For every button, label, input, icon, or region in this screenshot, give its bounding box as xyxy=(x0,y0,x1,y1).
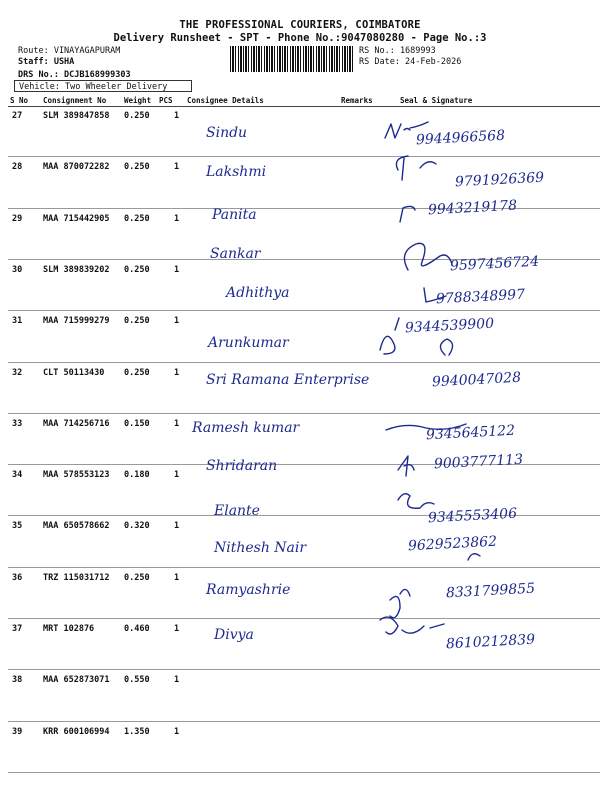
row-consignment-number: SLM 389839202 xyxy=(43,264,110,275)
vehicle-label: Vehicle: Two Wheeler Delivery xyxy=(14,80,192,92)
consignee-handwritten-name: Lakshmi xyxy=(206,164,267,180)
signature-stroke xyxy=(385,122,428,138)
rs-date: RS Date: 24-Feb-2026 xyxy=(359,57,462,67)
handwritten-phone-number: 9003777113 xyxy=(433,451,524,473)
row-pcs: 1 xyxy=(174,213,180,224)
signature-stroke xyxy=(380,617,444,634)
column-header-consignment: Consignment No xyxy=(43,96,107,105)
column-header-sno: S No xyxy=(10,96,29,105)
row-consignment-number: MAA 715999279 xyxy=(43,316,110,327)
row-pcs: 1 xyxy=(174,624,180,634)
row-pcs: 1 xyxy=(174,418,180,429)
drs-label: DRS No.: DCJB168999303 xyxy=(18,70,131,80)
handwritten-phone-number: 9940047028 xyxy=(431,369,522,391)
column-header-remarks: Remarks xyxy=(341,96,373,105)
row-sno: 27 xyxy=(12,111,23,121)
handwritten-phone-number: 9344539900 xyxy=(404,315,495,337)
row-weight: 0.250 xyxy=(124,111,150,121)
row-pcs: 1 xyxy=(174,470,180,481)
handwritten-phone-number: 9791926369 xyxy=(454,169,545,191)
row-consignment-number: MAA 578553123 xyxy=(43,470,110,481)
row-pcs: 1 xyxy=(174,572,180,583)
row-weight: 0.250 xyxy=(124,264,150,275)
signature-stroke xyxy=(398,456,414,476)
handwritten-phone-number: 9345553406 xyxy=(427,505,518,527)
handwritten-phone-number: 9788348997 xyxy=(435,286,526,308)
row-consignment-number: MAA 650578662 xyxy=(43,521,110,532)
column-header-seal: Seal & Signature xyxy=(400,96,473,105)
column-header-weight: Weight xyxy=(124,96,152,105)
company-title: THE PROFESSIONAL COURIERS, COIMBATORE xyxy=(179,19,421,31)
handwritten-phone-number: 9345645122 xyxy=(425,422,516,444)
row-pcs: 1 xyxy=(174,264,180,275)
consignee-handwritten-name: Divya xyxy=(214,627,254,643)
signature-stroke xyxy=(440,339,452,355)
row-sno: 31 xyxy=(12,316,23,327)
row-sno: 38 xyxy=(12,675,23,686)
row-sno: 39 xyxy=(12,726,23,737)
row-weight: 0.250 xyxy=(124,316,150,327)
signature-stroke xyxy=(386,424,466,430)
handwritten-phone-number: 9944966568 xyxy=(415,127,506,149)
consignee-handwritten-name: Panita xyxy=(212,207,257,223)
signature-stroke xyxy=(398,494,434,509)
handwritten-phone-number: 9629523862 xyxy=(407,533,498,555)
consignee-handwritten-name: Arunkumar xyxy=(208,335,289,351)
consignee-handwritten-name: Ramyashrie xyxy=(206,582,291,598)
row-consignment-number: MAA 715442905 xyxy=(43,213,110,224)
handwritten-phone-number: 9597456724 xyxy=(449,253,540,275)
consignee-handwritten-name: Elante xyxy=(214,503,260,519)
row-weight: 0.320 xyxy=(124,521,150,532)
signature-stroke xyxy=(396,156,436,180)
row-sno: 36 xyxy=(12,572,23,583)
row-pcs: 1 xyxy=(174,367,180,378)
row-sno: 37 xyxy=(12,624,23,634)
row-weight: 0.250 xyxy=(124,162,150,173)
consignee-handwritten-name: Sankar xyxy=(210,246,261,262)
row-weight: 0.460 xyxy=(124,624,150,634)
consignee-handwritten-name: Sri Ramana Enterprise xyxy=(206,372,370,388)
consignee-handwritten-name: Shridaran xyxy=(206,458,278,474)
consignee-handwritten-name: Ramesh kumar xyxy=(192,420,300,436)
row-sno: 35 xyxy=(12,521,23,532)
row-consignment-number: CLT 50113430 xyxy=(43,367,105,378)
staff-label: Staff: USHA xyxy=(18,57,75,67)
rs-number: RS No.: 1689993 xyxy=(359,46,436,56)
row-weight: 0.250 xyxy=(124,367,150,378)
column-header-consignee: Consignee Details xyxy=(187,96,264,105)
row-sno: 32 xyxy=(12,367,23,378)
row-consignment-number: MAA 870072282 xyxy=(43,162,110,173)
route-label: Route: VINAYAGAPURAM xyxy=(18,46,121,56)
row-sno: 29 xyxy=(12,213,23,224)
runsheet-subtitle: Delivery Runsheet - SPT - Phone No.:9047080280 - Page No.:3 xyxy=(113,32,487,44)
signature-stroke xyxy=(400,206,415,222)
row-pcs: 1 xyxy=(174,316,180,327)
handwritten-phone-number: 8610212839 xyxy=(445,631,536,653)
consignee-handwritten-name: Sindu xyxy=(206,125,248,141)
row-consignment-number: KRR 600106994 xyxy=(43,726,110,737)
row-pcs: 1 xyxy=(174,162,180,173)
row-pcs: 1 xyxy=(174,675,180,686)
row-consignment-number: SLM 389847858 xyxy=(43,111,110,121)
row-weight: 0.180 xyxy=(124,470,150,481)
row-consignment-number: MAA 714256716 xyxy=(43,418,110,429)
row-consignment-number: TRZ 115031712 xyxy=(43,572,110,583)
row-consignment-number: MAA 652873071 xyxy=(43,675,110,686)
row-weight: 1.350 xyxy=(124,726,150,737)
signature-stroke xyxy=(468,554,480,560)
row-pcs: 1 xyxy=(174,111,180,121)
row-sno: 33 xyxy=(12,418,23,429)
row-pcs: 1 xyxy=(174,726,180,737)
row-weight: 0.550 xyxy=(124,675,150,686)
consignee-handwritten-name: Adhithya xyxy=(226,285,290,301)
row-sno: 30 xyxy=(12,264,23,275)
row-weight: 0.150 xyxy=(124,418,150,429)
row-weight: 0.250 xyxy=(124,572,150,583)
column-header-pcs: PCS xyxy=(159,96,173,105)
signature-stroke xyxy=(424,288,446,302)
signature-stroke xyxy=(390,589,410,617)
consignee-handwritten-name: Nithesh Nair xyxy=(214,540,307,556)
row-pcs: 1 xyxy=(174,521,180,532)
row-sno: 28 xyxy=(12,162,23,173)
row-weight: 0.250 xyxy=(124,213,150,224)
signature-stroke xyxy=(380,318,399,354)
handwritten-phone-number: 9943219178 xyxy=(427,197,518,219)
row-consignment-number: MRT 102876 xyxy=(43,624,95,634)
signature-stroke xyxy=(404,243,452,270)
row-sno: 34 xyxy=(12,470,23,481)
handwritten-phone-number: 8331799855 xyxy=(445,580,536,602)
